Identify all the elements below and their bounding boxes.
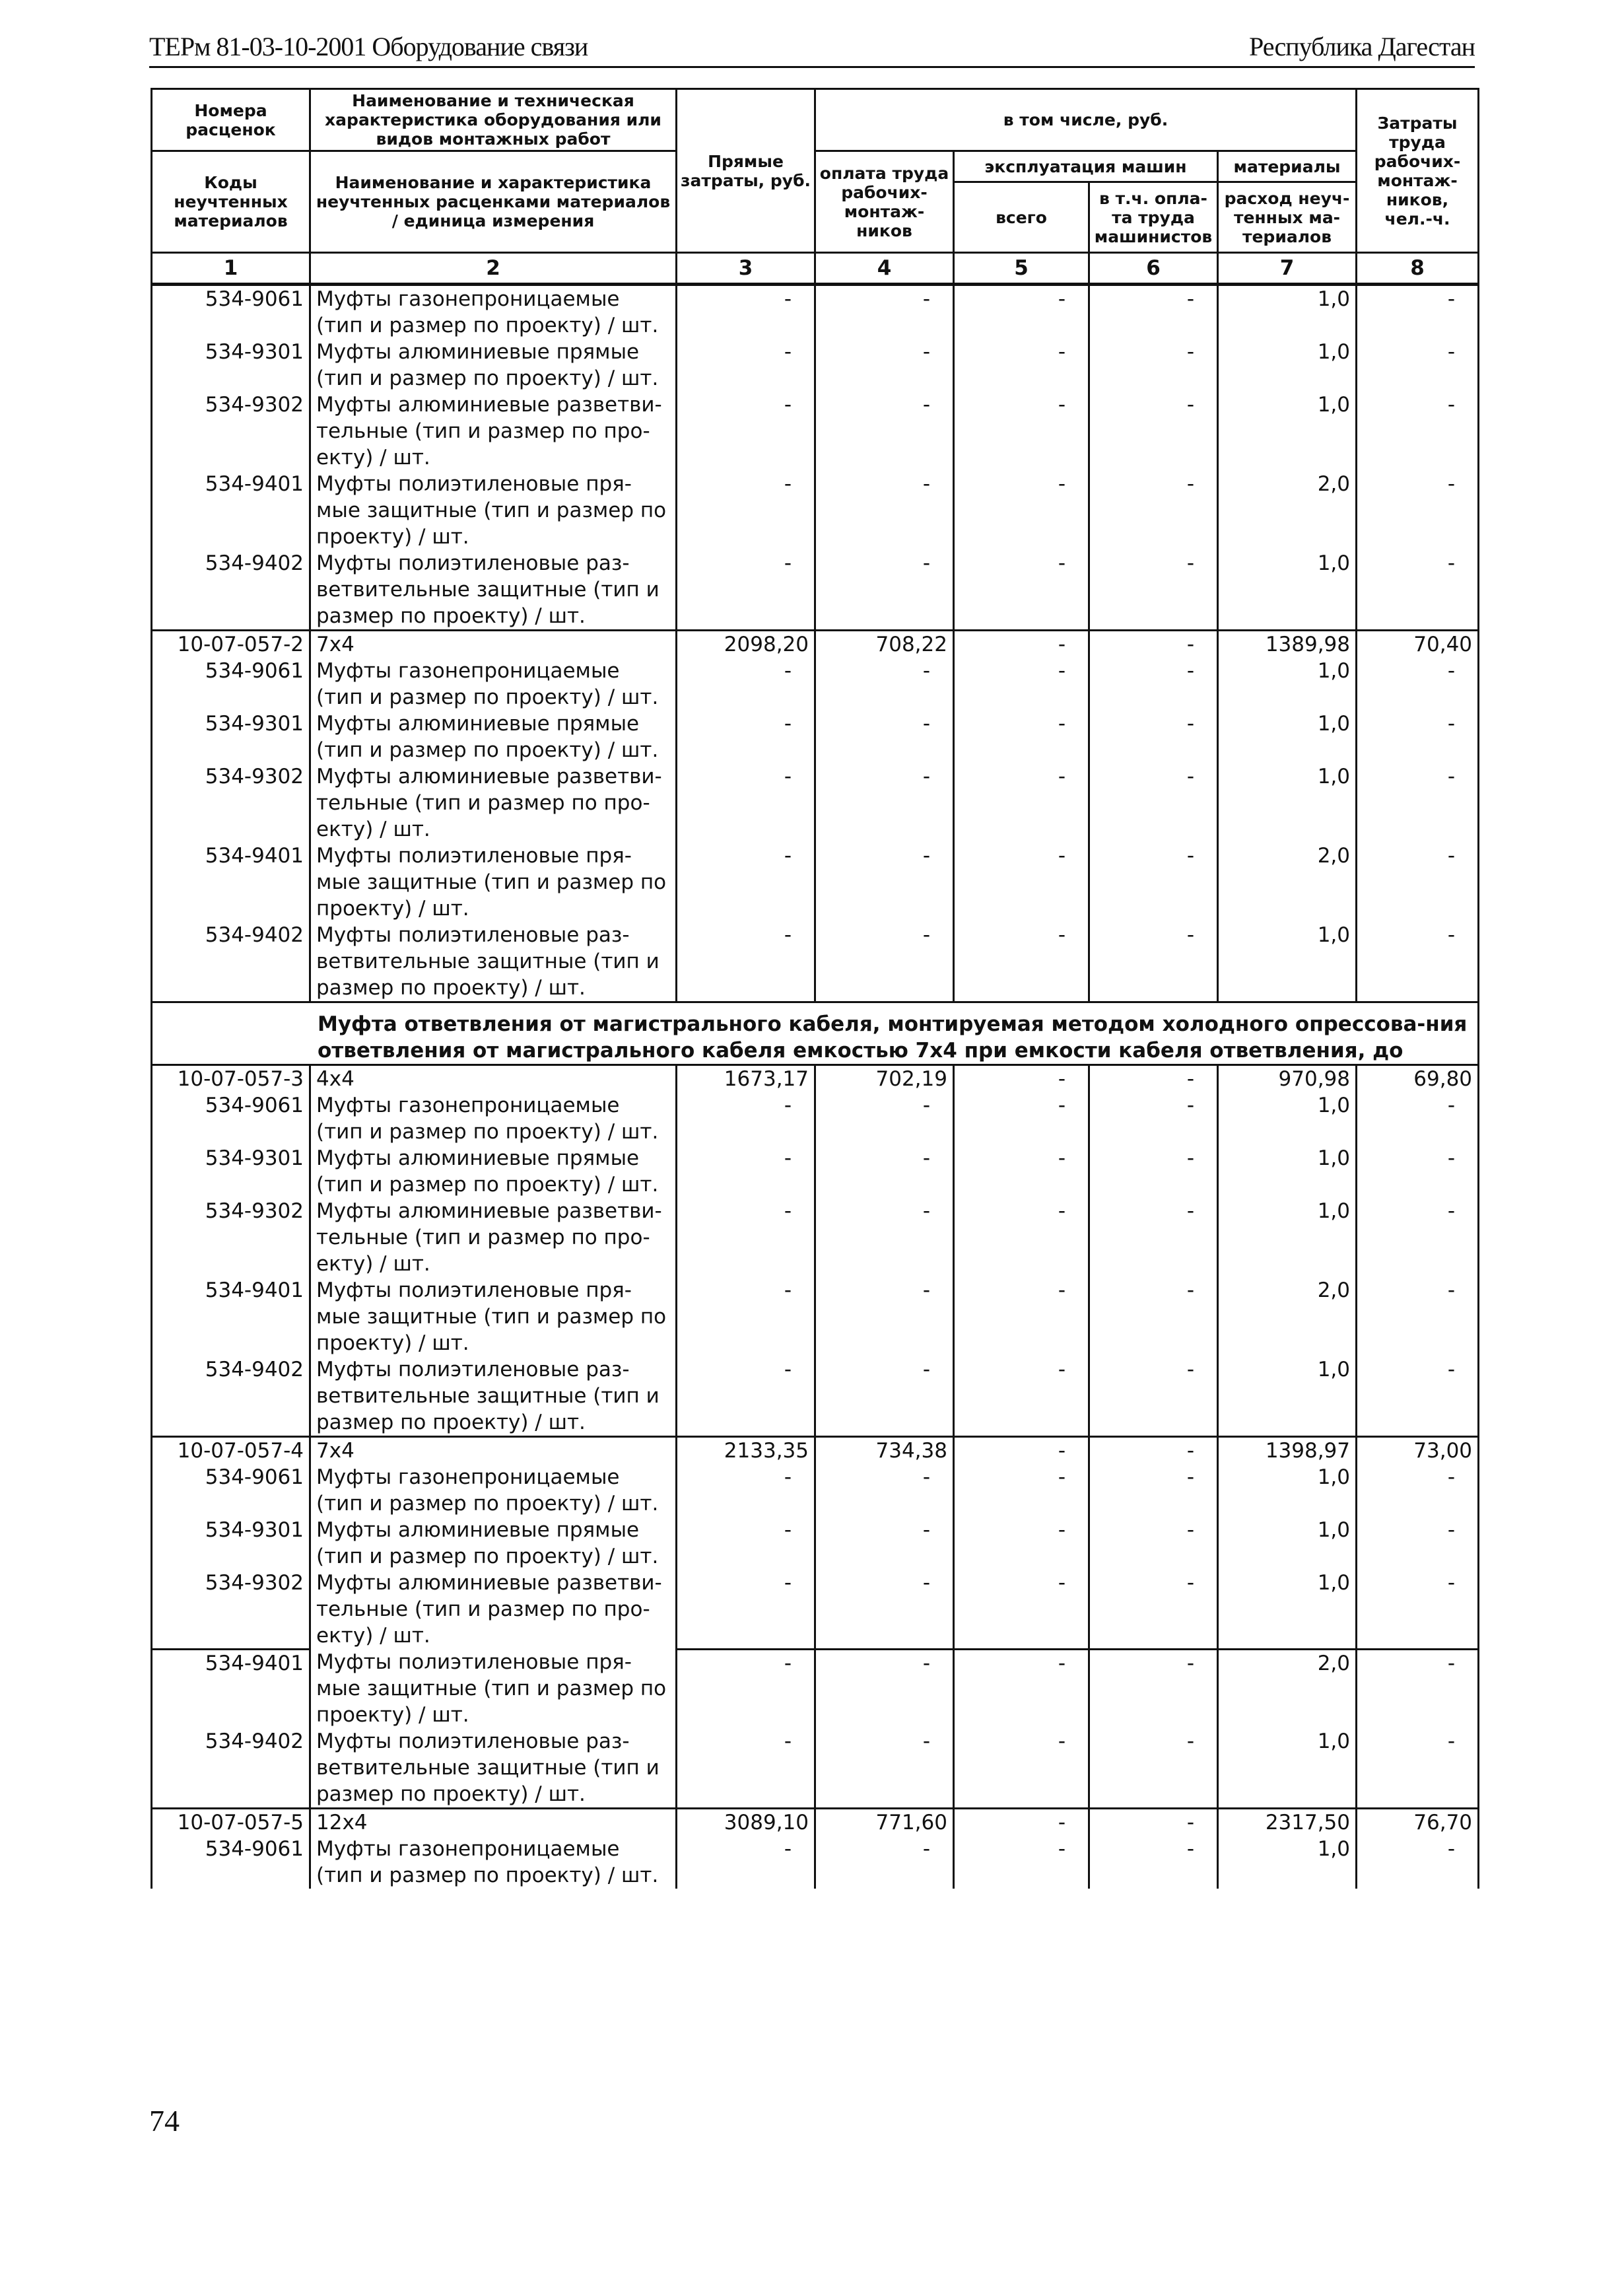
labor-pay-cell: 734,38	[815, 1437, 954, 1465]
document-title: ТЕРм 81-03-10-2001 Оборудование связи	[149, 32, 588, 61]
labor-hours-cell: -	[1357, 1464, 1479, 1517]
machinist-pay-cell: -	[1089, 471, 1218, 550]
price-table	[151, 88, 1479, 1889]
labor-pay-cell: -	[815, 1570, 954, 1649]
machinist-pay-cell: -	[1089, 1728, 1218, 1809]
labor-pay-cell: -	[815, 843, 954, 922]
column-number: 3	[677, 253, 815, 285]
machines-total-cell: -	[954, 1649, 1089, 1728]
material-code: 534-9061	[152, 1092, 310, 1145]
machines-total-cell: -	[954, 471, 1089, 550]
machines-total-cell: -	[954, 1198, 1089, 1277]
labor-hours-cell: 69,80	[1357, 1065, 1479, 1093]
labor-hours-cell: 73,00	[1357, 1437, 1479, 1465]
header-material-usage: расход неуч-тенных ма-териалов	[1218, 182, 1357, 253]
material-code: 534-9401	[152, 1277, 310, 1356]
material-usage-cell: 1389,98	[1218, 631, 1357, 658]
machines-total-cell: -	[954, 339, 1089, 392]
direct-costs-cell: -	[677, 1836, 815, 1889]
header-machines: эксплуатация машин	[954, 151, 1218, 182]
material-name: Муфты полиэтиленовые пря-мые защитные (тип и размер по проекту) / шт.	[310, 843, 677, 922]
labor-pay-cell: -	[815, 1464, 954, 1517]
labor-pay-cell: -	[815, 550, 954, 631]
region-name: Республика Дагестан	[1249, 32, 1475, 61]
column-number: 5	[954, 253, 1089, 285]
labor-pay-cell: -	[815, 392, 954, 471]
material-row	[152, 392, 1479, 471]
material-usage-cell: 1,0	[1218, 1836, 1357, 1889]
direct-costs-cell: -	[677, 285, 815, 339]
material-name: Муфты алюминиевые разветви-тельные (тип и размер по про-екту) / шт.	[310, 392, 677, 471]
labor-pay-cell: -	[815, 1356, 954, 1437]
direct-costs-cell: -	[677, 392, 815, 471]
material-usage-cell: 1,0	[1218, 1570, 1357, 1649]
machinist-pay-cell: -	[1089, 1356, 1218, 1437]
labor-hours-cell: -	[1357, 1517, 1479, 1570]
material-usage-cell: 1398,97	[1218, 1437, 1357, 1465]
labor-pay-cell: -	[815, 922, 954, 1002]
machinist-pay-cell: -	[1089, 1517, 1218, 1570]
machinist-pay-cell: -	[1089, 711, 1218, 763]
header-materials: материалы	[1218, 151, 1357, 182]
column-numbers-row	[152, 253, 1479, 285]
machinist-pay-cell: -	[1089, 1092, 1218, 1145]
material-name: Муфты полиэтиленовые раз-ветвительные защитные (тип и размер по проекту) / шт.	[310, 922, 677, 1002]
material-code: 534-9302	[152, 763, 310, 843]
direct-costs-cell: -	[677, 471, 815, 550]
labor-hours-cell: -	[1357, 843, 1479, 922]
direct-costs-cell: -	[677, 1728, 815, 1809]
rate-name: 7x4	[310, 1437, 677, 1465]
material-row	[152, 1464, 1479, 1517]
material-code: 534-9301	[152, 711, 310, 763]
material-usage-cell: 1,0	[1218, 392, 1357, 471]
labor-pay-cell: 771,60	[815, 1809, 954, 1836]
material-row	[152, 1092, 1479, 1145]
machinist-pay-cell: -	[1089, 922, 1218, 1002]
machines-total-cell: -	[954, 658, 1089, 711]
labor-hours-cell: -	[1357, 1728, 1479, 1809]
material-row	[152, 1145, 1479, 1198]
machinist-pay-cell: -	[1089, 1065, 1218, 1093]
column-number: 2	[310, 253, 677, 285]
labor-hours-cell: -	[1357, 1570, 1479, 1649]
header-material-codes: Коды неучтенных материалов	[152, 151, 310, 253]
machines-total-cell: -	[954, 1065, 1089, 1093]
material-usage-cell: 1,0	[1218, 1198, 1357, 1277]
rate-code: 10-07-057-2	[152, 631, 310, 658]
material-code: 534-9061	[152, 1836, 310, 1889]
machinist-pay-cell: -	[1089, 285, 1218, 339]
labor-hours-cell: -	[1357, 1836, 1479, 1889]
material-usage-cell: 2,0	[1218, 471, 1357, 550]
rate-code: 10-07-057-4	[152, 1437, 310, 1465]
machines-total-cell: -	[954, 285, 1089, 339]
material-name: Муфты алюминиевые прямые (тип и размер по проекту) / шт.	[310, 339, 677, 392]
material-row	[152, 1198, 1479, 1277]
material-code: 534-9401	[152, 843, 310, 922]
rate-code: 10-07-057-3	[152, 1065, 310, 1093]
material-usage-cell: 1,0	[1218, 285, 1357, 339]
machinist-pay-cell: -	[1089, 1198, 1218, 1277]
material-usage-cell: 2,0	[1218, 843, 1357, 922]
material-usage-cell: 1,0	[1218, 550, 1357, 631]
machines-total-cell: -	[954, 1809, 1089, 1836]
material-usage-cell: 1,0	[1218, 1145, 1357, 1198]
labor-pay-cell: 708,22	[815, 631, 954, 658]
material-name: Муфты алюминиевые прямые (тип и размер по проекту) / шт.	[310, 1145, 677, 1198]
rate-name: 4x4	[310, 1065, 677, 1093]
machines-total-cell: -	[954, 1145, 1089, 1198]
labor-hours-cell: -	[1357, 711, 1479, 763]
material-usage-cell: 1,0	[1218, 1517, 1357, 1570]
direct-costs-cell: -	[677, 1356, 815, 1437]
header-labor-hours: Затраты труда рабочих-монтаж-ников, чел.-ч.	[1357, 89, 1479, 253]
labor-hours-cell: 70,40	[1357, 631, 1479, 658]
labor-pay-cell: -	[815, 658, 954, 711]
labor-hours-cell: -	[1357, 1277, 1479, 1356]
labor-pay-cell: -	[815, 471, 954, 550]
rate-row	[152, 1065, 1479, 1093]
page-number: 74	[149, 2104, 180, 2138]
labor-hours-cell: -	[1357, 392, 1479, 471]
material-usage-cell: 1,0	[1218, 1464, 1357, 1517]
material-code: 534-9061	[152, 1464, 310, 1517]
material-usage-cell: 1,0	[1218, 1092, 1357, 1145]
labor-pay-cell: -	[815, 763, 954, 843]
rate-row	[152, 1437, 1479, 1465]
direct-costs-cell: 1673,17	[677, 1065, 815, 1093]
machinist-pay-cell: -	[1089, 1649, 1218, 1728]
labor-hours-cell: -	[1357, 1356, 1479, 1437]
labor-pay-cell: 702,19	[815, 1065, 954, 1093]
labor-hours-cell: -	[1357, 1649, 1479, 1728]
material-code: 534-9401	[152, 1649, 310, 1728]
direct-costs-cell: -	[677, 550, 815, 631]
labor-pay-cell: -	[815, 1145, 954, 1198]
direct-costs-cell: -	[677, 922, 815, 1002]
rate-code: 10-07-057-5	[152, 1809, 310, 1836]
material-row	[152, 471, 1479, 550]
machinist-pay-cell: -	[1089, 658, 1218, 711]
section-heading: Муфта ответвления от магистрального кабеля, монтируемая методом холодного опрессова-ния ответвления от магистрального кабеля емкостью 7x4 при емкости кабеля ответвления, до	[152, 1002, 1479, 1065]
header-machinist-pay: в т.ч. опла-та труда машинистов	[1089, 182, 1218, 253]
material-row	[152, 1836, 1479, 1889]
machines-total-cell: -	[954, 1437, 1089, 1465]
material-usage-cell: 1,0	[1218, 1356, 1357, 1437]
material-row	[152, 711, 1479, 763]
direct-costs-cell: 3089,10	[677, 1809, 815, 1836]
machines-total-cell: -	[954, 843, 1089, 922]
direct-costs-cell: -	[677, 711, 815, 763]
labor-hours-cell: -	[1357, 471, 1479, 550]
direct-costs-cell: -	[677, 763, 815, 843]
header-direct-costs: Прямые затраты, руб.	[677, 89, 815, 253]
labor-pay-cell: -	[815, 339, 954, 392]
material-code: 534-9302	[152, 392, 310, 471]
labor-pay-cell: -	[815, 1277, 954, 1356]
material-name: Муфты газонепроницаемые (тип и размер по проекту) / шт.	[310, 285, 677, 339]
material-usage-cell: 1,0	[1218, 922, 1357, 1002]
material-usage-cell: 2,0	[1218, 1277, 1357, 1356]
material-row	[152, 658, 1479, 711]
machines-total-cell: -	[954, 1517, 1089, 1570]
header-work-name: Наименование и техническая характеристика оборудования или видов монтажных работ	[310, 89, 677, 151]
direct-costs-cell: -	[677, 1277, 815, 1356]
column-number: 7	[1218, 253, 1357, 285]
material-name: Муфты алюминиевые разветви-тельные (тип и размер по про-екту) / шт.	[310, 1198, 677, 1277]
machinist-pay-cell: -	[1089, 1464, 1218, 1517]
rate-name: 12x4	[310, 1809, 677, 1836]
section-heading-row	[152, 1002, 1479, 1065]
machinist-pay-cell: -	[1089, 550, 1218, 631]
material-row	[152, 1517, 1479, 1570]
material-code: 534-9302	[152, 1198, 310, 1277]
direct-costs-cell: 2133,35	[677, 1437, 815, 1465]
material-row	[152, 1728, 1479, 1809]
material-row	[152, 1570, 1479, 1649]
material-usage-cell: 1,0	[1218, 339, 1357, 392]
material-code: 534-9301	[152, 1517, 310, 1570]
material-code: 534-9402	[152, 1356, 310, 1437]
material-code: 534-9402	[152, 550, 310, 631]
material-code: 534-9302	[152, 1570, 310, 1649]
header-material-name: Наименование и характеристика неучтенных расценками материалов / единица измерения	[310, 151, 677, 253]
material-code: 534-9401	[152, 471, 310, 550]
running-header	[149, 32, 1475, 68]
material-row	[152, 1277, 1479, 1356]
direct-costs-cell: -	[677, 1464, 815, 1517]
material-name: Муфты газонепроницаемые (тип и размер по проекту) / шт.	[310, 1092, 677, 1145]
machines-total-cell: -	[954, 1570, 1089, 1649]
material-usage-cell: 2,0	[1218, 1649, 1357, 1728]
material-row	[152, 763, 1479, 843]
machinist-pay-cell: -	[1089, 763, 1218, 843]
material-name: Муфты газонепроницаемые (тип и размер по проекту) / шт.	[310, 1836, 677, 1889]
labor-pay-cell: -	[815, 1836, 954, 1889]
material-name: Муфты полиэтиленовые раз-ветвительные защитные (тип и размер по проекту) / шт.	[310, 550, 677, 631]
material-name: Муфты газонепроницаемые (тип и размер по проекту) / шт.	[310, 658, 677, 711]
material-row	[152, 285, 1479, 339]
material-code: 534-9402	[152, 1728, 310, 1809]
labor-hours-cell: -	[1357, 339, 1479, 392]
material-name: Муфты газонепроницаемые (тип и размер по проекту) / шт.	[310, 1464, 677, 1517]
material-code: 534-9301	[152, 1145, 310, 1198]
labor-pay-cell: -	[815, 711, 954, 763]
labor-pay-cell: -	[815, 1649, 954, 1728]
machinist-pay-cell: -	[1089, 1570, 1218, 1649]
material-name: Муфты алюминиевые разветви-тельные (тип и размер по про-екту) / шт.	[310, 763, 677, 843]
column-number: 1	[152, 253, 310, 285]
machinist-pay-cell: -	[1089, 1836, 1218, 1889]
rate-row	[152, 631, 1479, 658]
labor-pay-cell: -	[815, 1198, 954, 1277]
machines-total-cell: -	[954, 631, 1089, 658]
material-usage-cell: 1,0	[1218, 763, 1357, 843]
machinist-pay-cell: -	[1089, 1809, 1218, 1836]
material-row	[152, 339, 1479, 392]
material-usage-cell: 1,0	[1218, 711, 1357, 763]
labor-hours-cell: 76,70	[1357, 1809, 1479, 1836]
column-number: 8	[1357, 253, 1479, 285]
material-usage-cell: 1,0	[1218, 1728, 1357, 1809]
material-name: Муфты полиэтиленовые раз-ветвительные защитные (тип и размер по проекту) / шт.	[310, 1356, 677, 1437]
labor-pay-cell: -	[815, 285, 954, 339]
material-row	[152, 1356, 1479, 1437]
material-name: Муфты полиэтиленовые раз-ветвительные защитные (тип и размер по проекту) / шт.	[310, 1728, 677, 1809]
machines-total-cell: -	[954, 763, 1089, 843]
direct-costs-cell: -	[677, 1092, 815, 1145]
labor-pay-cell: -	[815, 1728, 954, 1809]
direct-costs-cell: -	[677, 1145, 815, 1198]
labor-hours-cell: -	[1357, 658, 1479, 711]
machines-total-cell: -	[954, 550, 1089, 631]
labor-hours-cell: -	[1357, 1145, 1479, 1198]
material-name: Муфты полиэтиленовые пря-мые защитные (тип и размер по проекту) / шт.	[310, 1649, 677, 1728]
material-row	[152, 843, 1479, 922]
direct-costs-cell: -	[677, 1517, 815, 1570]
material-row	[152, 1649, 1479, 1728]
column-number: 4	[815, 253, 954, 285]
machines-total-cell: -	[954, 922, 1089, 1002]
material-usage-cell: 1,0	[1218, 658, 1357, 711]
machinist-pay-cell: -	[1089, 1145, 1218, 1198]
machinist-pay-cell: -	[1089, 392, 1218, 471]
labor-pay-cell: -	[815, 1092, 954, 1145]
direct-costs-cell: -	[677, 1198, 815, 1277]
direct-costs-cell: -	[677, 339, 815, 392]
material-name: Муфты полиэтиленовые пря-мые защитные (тип и размер по проекту) / шт.	[310, 471, 677, 550]
machines-total-cell: -	[954, 1277, 1089, 1356]
machines-total-cell: -	[954, 1728, 1089, 1809]
machinist-pay-cell: -	[1089, 631, 1218, 658]
labor-hours-cell: -	[1357, 763, 1479, 843]
material-row	[152, 922, 1479, 1002]
material-name: Муфты полиэтиленовые пря-мые защитные (тип и размер по проекту) / шт.	[310, 1277, 677, 1356]
header-machines-total: всего	[954, 182, 1089, 253]
rate-row	[152, 1809, 1479, 1836]
material-code: 534-9061	[152, 658, 310, 711]
material-usage-cell: 970,98	[1218, 1065, 1357, 1093]
header-rate-numbers: Номера расценок	[152, 89, 310, 151]
machines-total-cell: -	[954, 711, 1089, 763]
machines-total-cell: -	[954, 1092, 1089, 1145]
direct-costs-cell: 2098,20	[677, 631, 815, 658]
table-body	[152, 285, 1479, 1889]
machinist-pay-cell: -	[1089, 339, 1218, 392]
machines-total-cell: -	[954, 1836, 1089, 1889]
material-code: 534-9301	[152, 339, 310, 392]
material-code: 534-9402	[152, 922, 310, 1002]
machines-total-cell: -	[954, 1464, 1089, 1517]
material-usage-cell: 2317,50	[1218, 1809, 1357, 1836]
labor-pay-cell: -	[815, 1517, 954, 1570]
direct-costs-cell: -	[677, 658, 815, 711]
machines-total-cell: -	[954, 392, 1089, 471]
machinist-pay-cell: -	[1089, 843, 1218, 922]
material-code: 534-9061	[152, 285, 310, 339]
direct-costs-cell: -	[677, 1649, 815, 1728]
machinist-pay-cell: -	[1089, 1277, 1218, 1356]
material-name: Муфты алюминиевые прямые (тип и размер по проекту) / шт.	[310, 711, 677, 763]
machinist-pay-cell: -	[1089, 1437, 1218, 1465]
material-row	[152, 550, 1479, 631]
labor-hours-cell: -	[1357, 922, 1479, 1002]
material-name: Муфты алюминиевые разветви-тельные (тип и размер по про-екту) / шт.	[310, 1570, 677, 1649]
material-name: Муфты алюминиевые прямые (тип и размер по проекту) / шт.	[310, 1517, 677, 1570]
column-number: 6	[1089, 253, 1218, 285]
labor-hours-cell: -	[1357, 1092, 1479, 1145]
header-labor-pay: оплата труда рабочих-монтаж-ников	[815, 151, 954, 253]
direct-costs-cell: -	[677, 1570, 815, 1649]
rate-name: 7x4	[310, 631, 677, 658]
labor-hours-cell: -	[1357, 1198, 1479, 1277]
machines-total-cell: -	[954, 1356, 1089, 1437]
header-including: в том числе, руб.	[815, 89, 1357, 151]
labor-hours-cell: -	[1357, 550, 1479, 631]
labor-hours-cell: -	[1357, 285, 1479, 339]
direct-costs-cell: -	[677, 843, 815, 922]
